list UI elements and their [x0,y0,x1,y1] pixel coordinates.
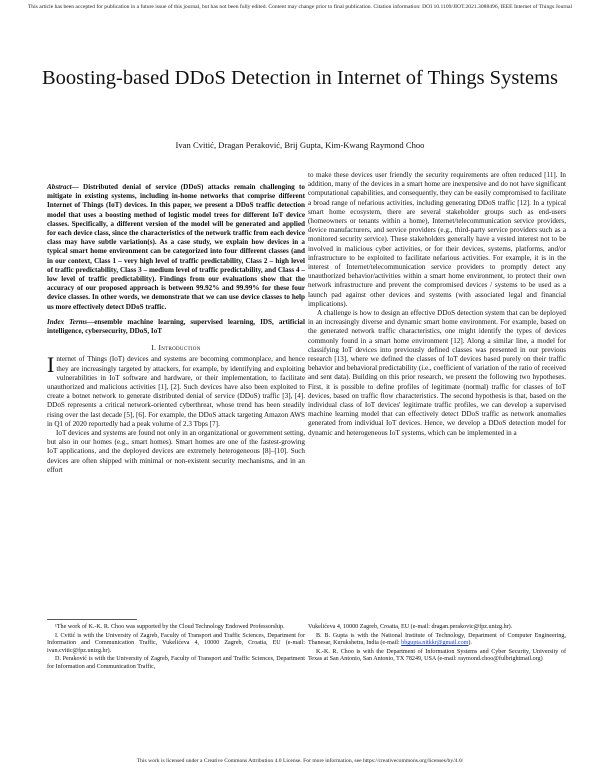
footnote-divider [47,619,137,620]
abstract [47,183,305,312]
section-title: Introduction [158,343,201,353]
index-terms-label: Index Terms [47,317,88,326]
abstract-text: — Distributed denial of service (DDoS) attacks remain challenging to mitigate in existing systems, including in-home networks that comprise different Internet of Things (IoT) devices. In this paper, we present a DDoS traffic detection model that uses a boosting method of logistic model trees for different IoT device classes. Specifically, a different version of the model will be generated and applied for each device class, since the characteristics of the network traffic from each device class may have subtle variation(s). As a case study, we explain how devices in a typical smart home environment can be categorized into four different classes (and in our context, Class 1 – very high level of traffic predictability, Class 2 – high level of traffic predictability, Class 3 – medium level of traffic predictability, and Class 4 – low level of traffic predictability). Findings from our evaluations show that the accuracy of our proposed approach is between 99.92% and 99.99% for these four device classes. In other words, we demonstrate that we can use device classes to help us more effectively detect DDoS traffic. [47,183,305,311]
footnotes-right [308,624,566,665]
footnote-author-perakovic: D. Peraković is with the University of Zagreb, Faculty of Transport and Traffic Sciences, Department for Information and Communication Traffic, [47,656,305,670]
journal-header-notice: This article has been accepted for publication in a future issue of this journal, but has not been fully edited. Content may change prior to final publication. Citation information: DOI 10.1109/JIOT.2021.3088496, IEEE Internet of Things Journal [27,4,573,10]
right-column [308,171,566,438]
intro-paragraph-1 [47,352,305,429]
index-terms-text: —ensemble machine learning, supervised learning, IDS, artificial intelligence, cybersecurity, DDoS, IoT [47,317,305,336]
index-terms [47,318,305,336]
footnote-author-cvitic: I. Cvitić is with the University of Zagreb, Faculty of Transport and Traffic Sciences, Department for Information and Communication Traffic, Vukelićeva 4, 10000 Zagreb, Croatia, EU (e-mail: ivan.cvitic@fpz.unizg.hr). [47,632,305,654]
intro-paragraph-2: IoT devices and systems are found not only in an organizational or government setting, but also in our homes (e.g., smart homes). Smart homes are one of the fastest-growing IoT applications, and the deployed devices are extremely heterogeneous [8]–[10]. Such devices are often shipped with minimal or non-existent security mechanisms, and in an effort [47,429,305,474]
footnote-gupta-text: B. B. Gupta is with the National Institute of Technology, Department of Computer Engineering, Thanesar, Kurukshetra, India (e-mail: [308,632,566,647]
section-heading-introduction [47,343,305,352]
body-paragraph-continued: to make these devices user friendly the security requirements are often reduced [11]. In addition, many of the devices in a smart home are inexpensive and do not have significant computational capabilities, and consequently, they can be easily compromised to facilitate a broad range of nefarious activities, including generating DDoS traffic [12]. In a typical smart home ecosystem, there are several stakeholder groups such as end-users (homeowners or tenants within a home), Internet/telecommunication service providers, device manufacturers, and service providers (e.g., third-party service providers such as a monitored security service). These stakeholders generally have a vested interest not to be involved in malicious cyber activities, or for their devices, systems, platforms, and/or infrastructure to be exploited to facilitate nefarious activities. For example, it is in the interest of Internet/telecommunication service providers to promptly detect any unauthorized behavior/activities within a smart home environment, to protect their own network infrastructure and prevent the compromised devices / systems to be used as a launch pad against other devices and systems (with associated legal and financial implications). [308,171,566,308]
body-paragraph-challenge: A challenge is how to design an effective DDoS detection system that can be deployed in an increasingly diverse and dynamic smart home environment. For example, based on the generated network traffic characteristics, one might identify the types of devices commonly found in a smart home environment [12]. Along a similar line, a model for classifying IoT devices into previously defined classes was presented in our previous research [13], where we defined the classes of IoT devices based purely on their traffic behavior and behavioral predictability (i.e., coefficient of variation of the ratio of received and sent data). Building on this prior research, we present the following two hypotheses. First, it is possible to define profiles of legitimate (normal) traffic for classes of IoT devices, based on traffic flow characteristics. The second hypothesis is that, based on the individual class of IoT devices' legitimate traffic profiles, we can develop a supervised machine learning model that can effectively detect DDoS traffic as network anomalies generated from individual IoT devices. Hence, we develop a DDoS detection model for dynamic and heterogeneous IoT systems, which can be implemented in a [308,309,566,437]
footnote-perakovic-cont: Vukelićeva 4, 10000 Zagreb, Croatia, EU (e-mail: dragan.perakovic@fpz.unizg.hr). [308,624,513,630]
gupta-email-link[interactable]: bbgupta.nitkkr@gmail.com [401,640,469,647]
footnote-author-choo: K.-K. R. Choo is with the Department of Information Systems and Cyber Security, University of Texas at San Antonio, San Antonio, TX 78249, USA (e-mail: raymond.choo@fulbrightmail.org) [308,648,566,663]
abstract-label: Abstract [47,183,72,191]
footnote-gupta-end: ). [468,640,472,647]
drop-cap-letter: I [47,352,55,378]
author-list: Ivan Cvitić, Dragan Peraković, Brij Gupta, Kim-Kwang Raymond Choo [175,140,425,150]
footnote-author-gupta [308,633,566,648]
section-numeral: I. [151,343,157,353]
paper-title: Boosting-based DDoS Detection in Internet of Things Systems [41,67,559,89]
intro-paragraph-1-text: nternet of Things (IoT) devices and systems are becoming commonplace, and hence they are increasingly targeted by attackers, for example, by identifying and exploiting vulnerabilities in IoT software and hardware, or their implementation, to facilitate unauthorized and malicious activities [1], [2]. Such devices have also been exploited to create a botnet network to generate distributed denial of service (DDoS) traffic [3], [4]. DDoS represents a critical network-oriented cyberthreat, whose trend has been steadily rising over the last decade [5], [6]. For example, the DDoS attack targeting Amazon AWS in Q1 of 2020 reportedly had a peak volume of 2.3 Tbps [7]. [47,355,305,428]
left-column [47,183,305,475]
footnotes-left [47,624,305,673]
footnote-funding: ¹The work of K.-K. R. Choo was supported by the Cloud Technology Endowed Professorship. [55,624,285,630]
license-footer: This work is licensed under a Creative Commons Attribution 4.0 License. For more information, see https://creativecommons.org/licenses/by/4.0/ [136,758,464,764]
